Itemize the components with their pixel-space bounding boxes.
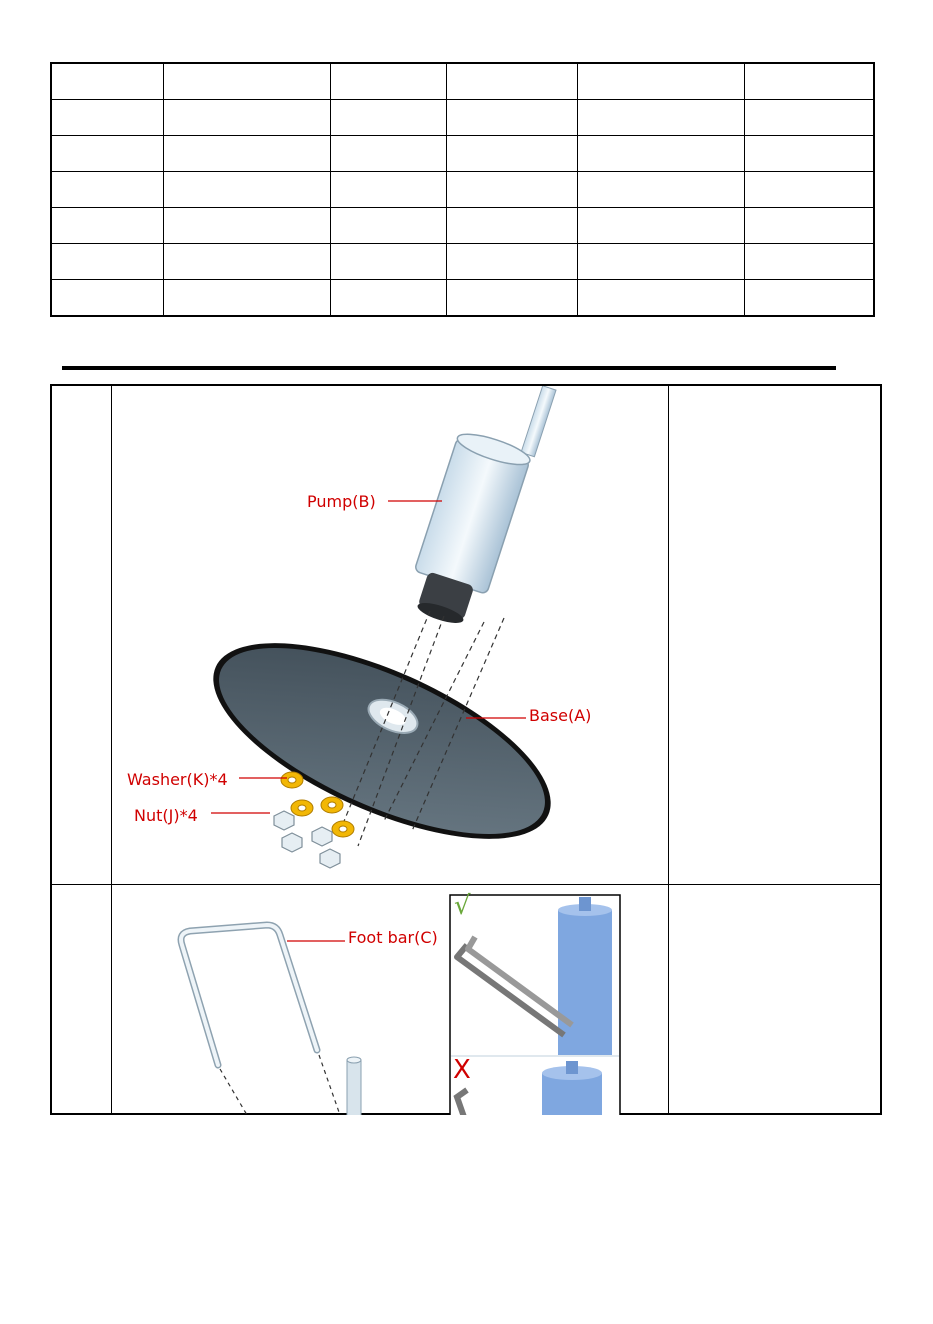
parts-table-cell xyxy=(330,280,446,317)
wrong-mark: X xyxy=(453,1055,471,1085)
parts-table-row xyxy=(51,100,874,136)
foot-bar-diagram xyxy=(112,885,668,1115)
nut-label: Nut(J)*4 xyxy=(134,806,198,825)
parts-table-cell xyxy=(446,100,577,136)
parts-table-cell xyxy=(330,172,446,208)
foot-bar-shape xyxy=(181,925,317,1065)
section-divider xyxy=(62,366,836,370)
parts-table-cell xyxy=(744,100,874,136)
step1-illustration xyxy=(112,386,668,884)
base-disc xyxy=(187,603,576,879)
parts-table-cell xyxy=(577,208,744,244)
parts-table-cell xyxy=(744,208,874,244)
parts-table xyxy=(50,62,875,317)
parts-table-cell xyxy=(577,172,744,208)
pump-label: Pump(B) xyxy=(307,492,376,511)
parts-table-cell xyxy=(163,244,330,280)
parts-table-cell xyxy=(744,244,874,280)
parts-table-cell xyxy=(51,100,163,136)
parts-table-cell xyxy=(51,244,163,280)
parts-table-cell xyxy=(446,63,577,100)
step2-illustration xyxy=(112,885,668,1115)
correct-mark: √ xyxy=(454,891,471,921)
parts-table-cell xyxy=(744,280,874,317)
parts-table-cell xyxy=(577,100,744,136)
parts-table-cell xyxy=(446,136,577,172)
foot-bar-guide-lines xyxy=(220,1055,340,1115)
parts-table-cell xyxy=(446,280,577,317)
washer-label: Washer(K)*4 xyxy=(127,770,228,789)
parts-table-row xyxy=(51,208,874,244)
parts-table-row xyxy=(51,172,874,208)
parts-table-cell xyxy=(744,136,874,172)
parts-table-cell xyxy=(330,100,446,136)
parts-table-cell xyxy=(163,208,330,244)
parts-table-cell xyxy=(577,136,744,172)
pump-body xyxy=(402,428,533,631)
nuts xyxy=(274,811,340,868)
parts-table-cell xyxy=(446,172,577,208)
parts-table-cell xyxy=(446,244,577,280)
parts-table-cell xyxy=(163,280,330,317)
parts-table-row xyxy=(51,280,874,317)
parts-table-cell xyxy=(163,63,330,100)
parts-table-row xyxy=(51,136,874,172)
parts-table-row xyxy=(51,244,874,280)
parts-table-cell xyxy=(330,136,446,172)
parts-table-cell xyxy=(577,63,744,100)
parts-table-cell xyxy=(744,172,874,208)
parts-table-cell xyxy=(577,244,744,280)
parts-table-cell xyxy=(330,208,446,244)
parts-table-body xyxy=(51,63,874,316)
base-label: Base(A) xyxy=(529,706,592,725)
parts-table-row xyxy=(51,63,874,100)
foot-bar-label: Foot bar(C) xyxy=(348,928,438,947)
assembly-steps-table xyxy=(50,384,882,1115)
parts-table-cell xyxy=(163,172,330,208)
parts-table-cell xyxy=(330,63,446,100)
parts-table-cell xyxy=(163,100,330,136)
parts-table-cell xyxy=(744,63,874,100)
parts-table-cell xyxy=(577,280,744,317)
parts-table-cell xyxy=(51,280,163,317)
parts-table-cell xyxy=(330,244,446,280)
parts-table-cell xyxy=(51,136,163,172)
parts-table-cell xyxy=(51,63,163,100)
parts-table-cell xyxy=(163,136,330,172)
step-notes-column-divider xyxy=(668,386,669,1113)
parts-table-cell xyxy=(51,208,163,244)
parts-table-cell xyxy=(446,208,577,244)
parts-table-cell xyxy=(51,172,163,208)
